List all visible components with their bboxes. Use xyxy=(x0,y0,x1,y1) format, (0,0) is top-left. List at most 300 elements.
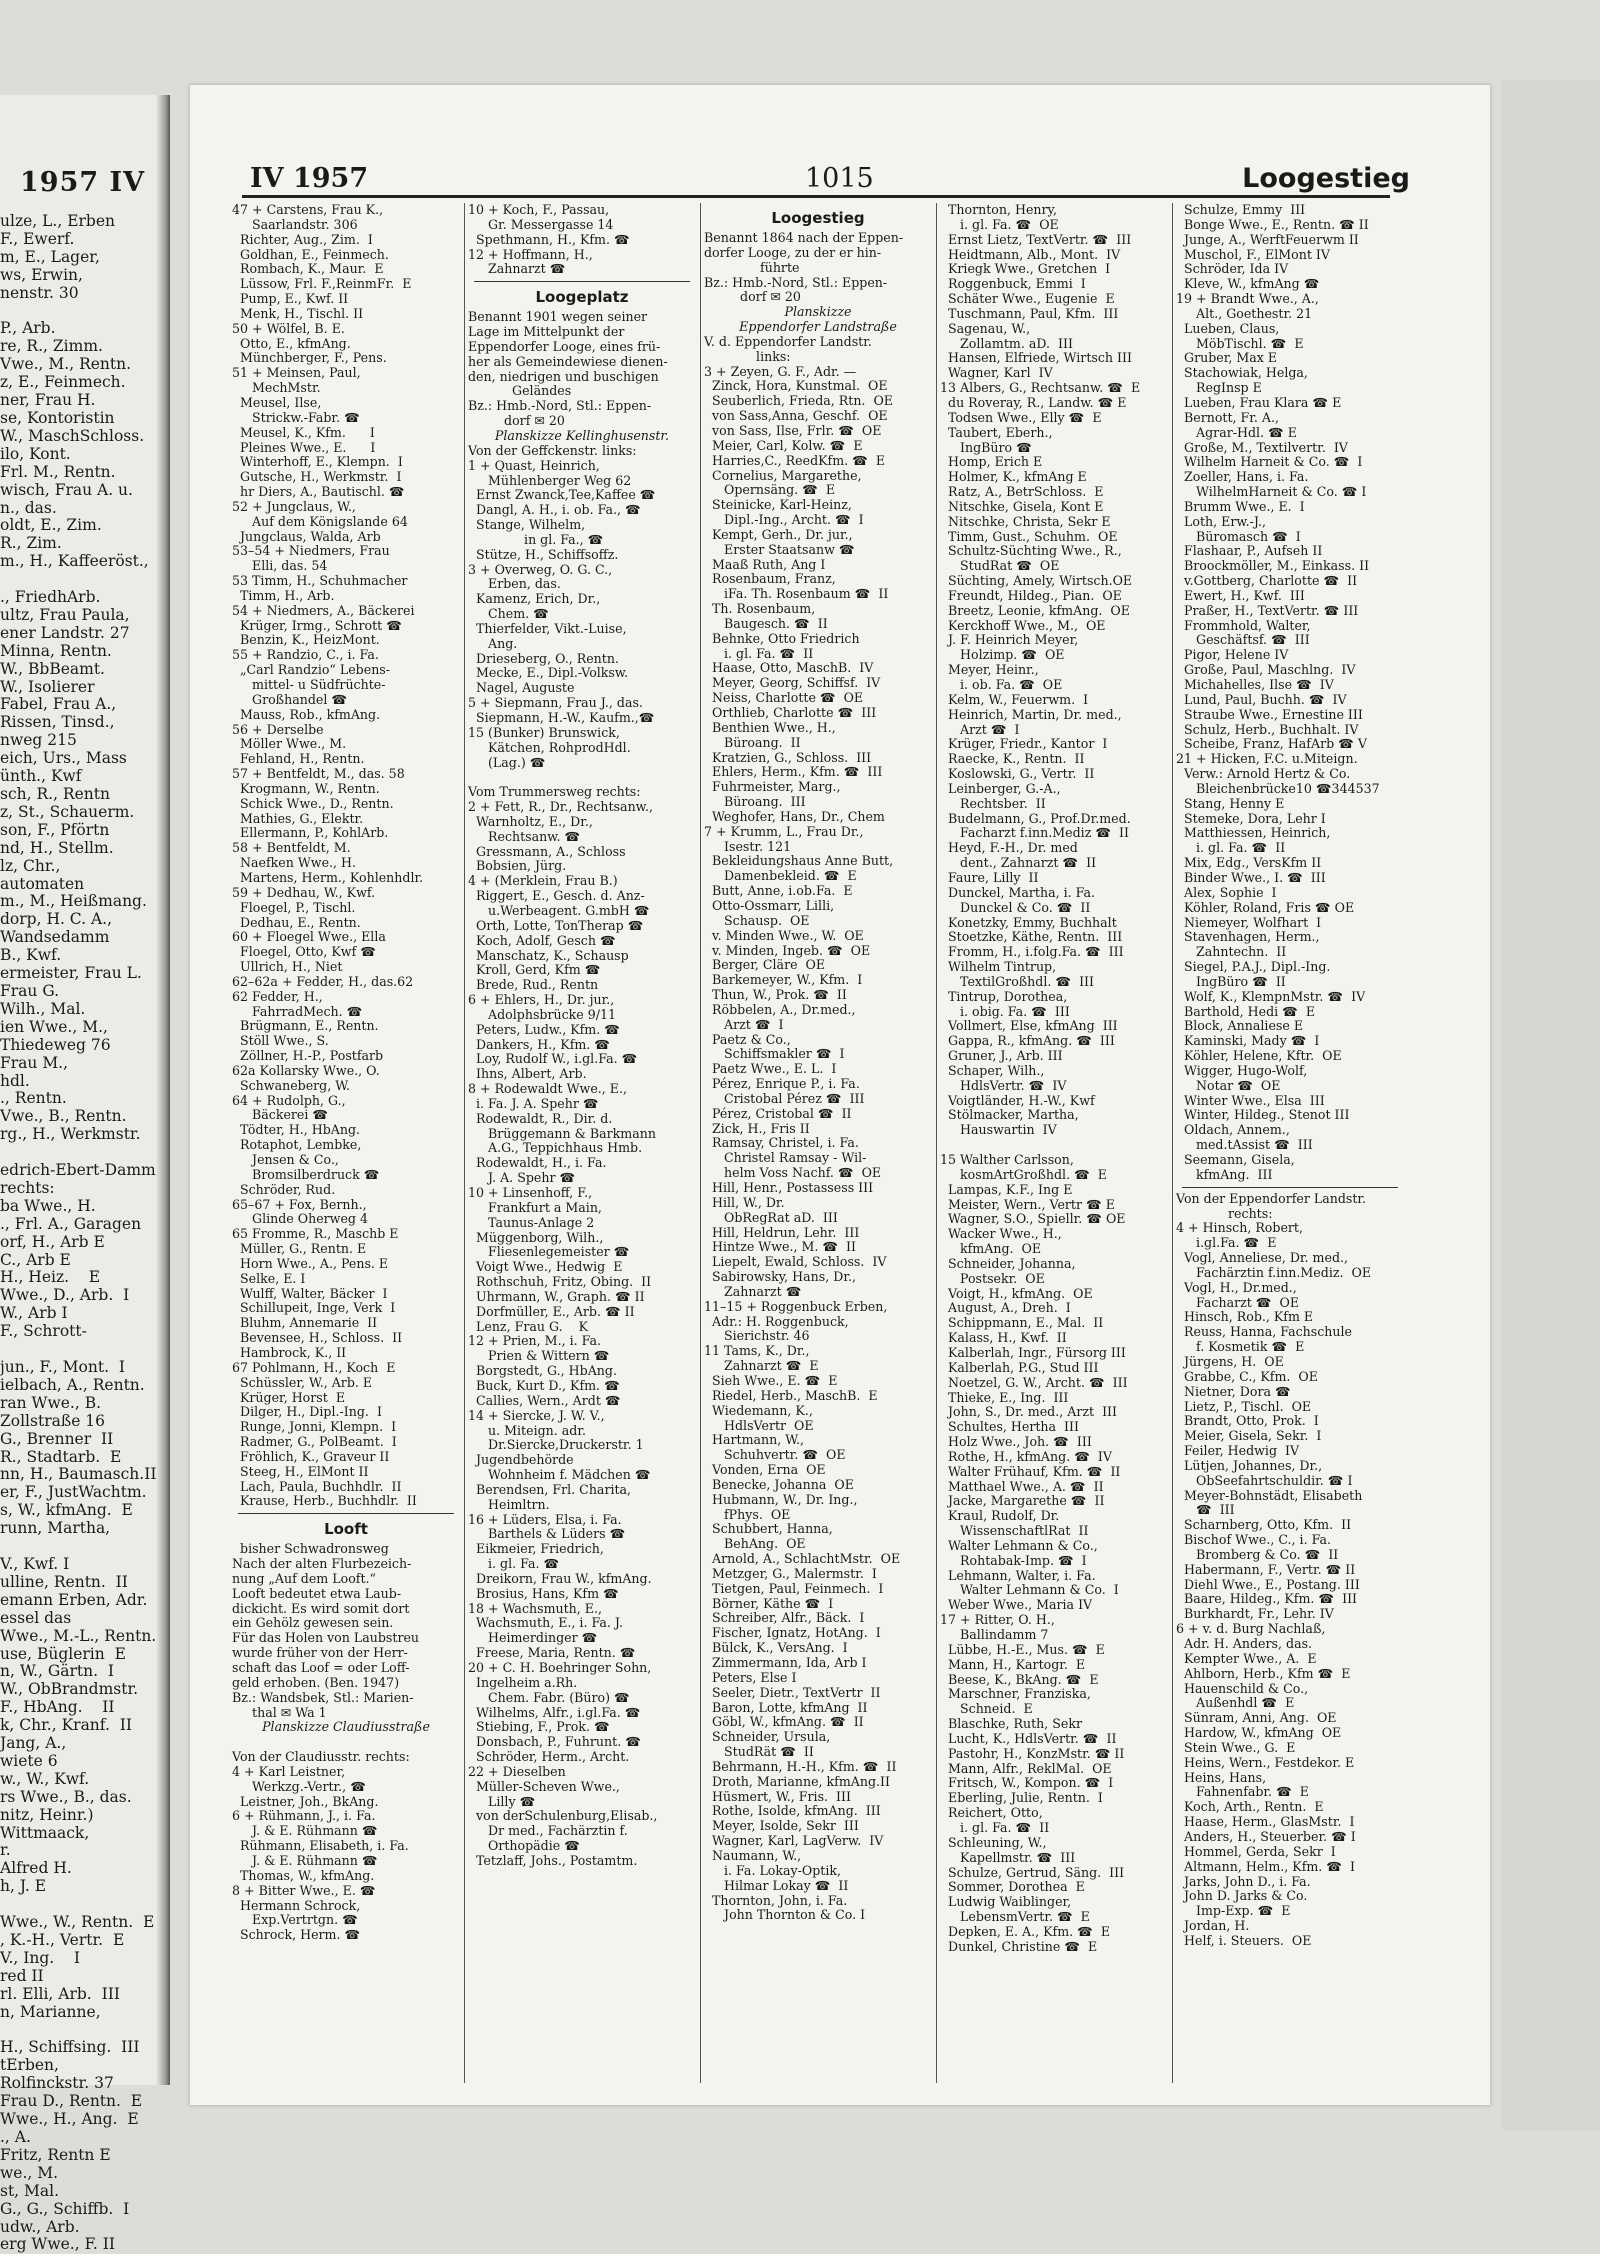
directory-entry: Facharzt ☎ OE xyxy=(1176,1294,1300,1310)
directory-entry: Müggenborg, Wilh., xyxy=(468,1229,604,1245)
directory-entry: Mathies, G., Elektr. xyxy=(232,810,364,826)
directory-entry: 55 + Randzio, C., i. Fa. xyxy=(232,647,379,663)
header-street-name: Loogestieg xyxy=(1242,163,1410,194)
directory-entry: 7 + Krumm, L., Frau Dr., xyxy=(704,823,864,839)
directory-entry: Adr. H. Anders, das. xyxy=(1176,1636,1313,1651)
page-number: 1015 xyxy=(805,163,874,194)
directory-entry: StudRat ☎ OE xyxy=(940,558,1060,574)
directory-entry: Meyer, Heinr., xyxy=(940,662,1039,678)
previous-page-line: n, Marianne, xyxy=(0,2002,101,2021)
directory-entry: Heimerdinger ☎ xyxy=(468,1630,598,1646)
directory-entry: Berendsen, Frl. Charita, xyxy=(468,1481,632,1497)
directory-entry: LebensmVertr. ☎ E xyxy=(940,1909,1090,1925)
previous-page-line: z, St., Schauerm. xyxy=(0,802,135,821)
previous-page-line: Vwe., B., Rentn. xyxy=(0,1107,127,1126)
directory-entry: Wilhelm Tintrup, xyxy=(940,959,1057,975)
previous-page-line xyxy=(0,1896,156,1914)
directory-entry: Stemeke, Dora, Lehr I xyxy=(1176,810,1326,826)
directory-entry: Th. Rosenbaum, xyxy=(704,601,816,617)
directory-entry: Ullrich, H., Niet xyxy=(232,959,343,975)
directory-entry: 1 + Quast, Heinrich, xyxy=(468,457,600,473)
directory-entry: Schäter Wwe., Eugenie E xyxy=(940,291,1115,307)
previous-page-line: nd, H., Stellm. xyxy=(0,838,114,857)
directory-entry: Riggert, E., Gesch. d. Anz- xyxy=(468,888,645,904)
directory-entry: Möller Wwe., M. xyxy=(232,736,347,752)
directory-entry: Wohnheim f. Mädchen ☎ xyxy=(468,1467,651,1483)
directory-entry: Sierichstr. 46 xyxy=(704,1328,810,1344)
directory-entry: Mix, Edg., VersKfm II xyxy=(1176,855,1322,871)
directory-entry: Behnke, Otto Friedrich xyxy=(704,630,860,646)
directory-entry: Thieke, E., Ing. III xyxy=(940,1389,1069,1405)
directory-entry: Thierfelder, Vikt.-Luise, xyxy=(468,620,627,636)
directory-entry: f. Kosmetik ☎ E xyxy=(1176,1339,1305,1355)
directory-entry: Pastohr, H., KonzMstr. ☎ II xyxy=(940,1745,1125,1761)
directory-entry: Orth, Lotte, TonTherap ☎ xyxy=(468,917,644,933)
directory-entry: Wiedemann, K., xyxy=(704,1402,813,1418)
directory-entry: Lilly ☎ xyxy=(468,1793,536,1809)
directory-entry: Ratz, A., BetrSchloss. E xyxy=(940,484,1104,500)
directory-entry: Koch, Adolf, Gesch ☎ xyxy=(468,932,616,948)
directory-entry: Walter Lehmann & Co. I xyxy=(940,1582,1119,1598)
directory-entry: Timm, H., Arb. xyxy=(232,587,335,603)
previous-page-line: runn, Martha, xyxy=(0,1519,111,1538)
directory-entry: Rotaphot, Lembke, xyxy=(232,1137,362,1153)
previous-page-line xyxy=(0,1144,156,1162)
directory-entry: Büroang. III xyxy=(704,794,806,810)
directory-entry: dorf ✉ 20 xyxy=(704,289,801,305)
directory-entry: Ehlers, Herm., Kfm. ☎ III xyxy=(704,764,883,780)
directory-entry: Sieh Wwe., E. ☎ E xyxy=(704,1372,838,1388)
previous-page-line: edrich-Ebert-Damm xyxy=(0,1161,156,1180)
directory-entry: Lenz, Frau G. K xyxy=(468,1318,588,1334)
directory-entry: Ewert, H., Kwf. III xyxy=(1176,587,1305,603)
directory-entry: Heinrich, Martin, Dr. med., xyxy=(940,706,1122,722)
previous-page-line: automaten xyxy=(0,874,85,893)
previous-page-line: emann Erben, Adr. xyxy=(0,1590,148,1609)
directory-entry: Niemeyer, Wolfhart I xyxy=(1176,914,1322,930)
previous-page-line: wiete 6 xyxy=(0,1751,58,1770)
directory-entry: Schneider, Johanna, xyxy=(940,1255,1076,1271)
previous-page-line: Wwe., D., Arb. I xyxy=(0,1286,130,1305)
directory-entry: Tödter, H., HbAng. xyxy=(232,1122,361,1138)
column-divider xyxy=(936,203,937,2083)
previous-page-line: jun., F., Mont. I xyxy=(0,1358,125,1376)
directory-entry: Schulze, Emmy III xyxy=(1176,202,1306,217)
directory-entry: Krüger, Friedr., Kantor I xyxy=(940,736,1108,752)
directory-entry: Schulze, Gertrud, Säng. III xyxy=(940,1864,1125,1880)
previous-page-line: W., Isolierer xyxy=(0,677,95,696)
previous-page-line: Alfred H. xyxy=(0,1859,72,1878)
directory-entry: Christel Ramsay - Wil- xyxy=(704,1150,867,1166)
directory-entry: Meyer-Bohnstädt, Elisabeth xyxy=(1176,1487,1363,1503)
directory-entry: 22 + Dieselben xyxy=(468,1763,566,1779)
previous-page-line: F., Schrott- xyxy=(0,1322,87,1341)
previous-page xyxy=(0,95,170,2254)
directory-entry: den, niedrigen und buschigen xyxy=(468,368,659,384)
previous-page-line: Wittmaack, xyxy=(0,1823,90,1842)
directory-entry: Schrock, Herm. ☎ xyxy=(232,1927,361,1943)
directory-entry: v. Minden Wwe., W. OE xyxy=(704,927,864,943)
directory-entry: Pump, E., Kwf. II xyxy=(232,291,349,307)
directory-entry: Ernst Zwanck,Tee,Kaffee ☎ xyxy=(468,487,656,503)
directory-entry: Michahelles, Ilse ☎ IV xyxy=(1176,677,1334,692)
directory-entry: Schultz-Süchting Wwe., R., xyxy=(940,543,1122,559)
previous-page-line: re, R., Zimm. xyxy=(0,337,103,356)
directory-entry: 12 + Hoffmann, H., xyxy=(468,246,593,262)
directory-entry: John Thornton & Co. I xyxy=(704,1907,866,1923)
previous-page-line: ulze, L., Erben xyxy=(0,212,116,230)
directory-entry: Bekleidungshaus Anne Butt, xyxy=(704,853,894,869)
directory-entry: Kempter Wwe., A. E xyxy=(1176,1650,1317,1666)
directory-entry: kosmArtGroßhdl. ☎ E xyxy=(940,1166,1107,1182)
previous-page-line: se, Kontoristin xyxy=(0,408,115,427)
directory-entry: Blaschke, Ruth, Sekr xyxy=(940,1716,1083,1732)
directory-entry: Kerckhoff Wwe., M., OE xyxy=(940,617,1106,633)
directory-entry: Buck, Kurt D., Kfm. ☎ xyxy=(468,1377,620,1393)
directory-entry: 2 + Fett, R., Dr., Rechtsanw., xyxy=(468,799,653,815)
directory-entry: Flashaar, P., Aufseh II xyxy=(1176,543,1323,559)
directory-entry: 50 + Wölfel, B. E. xyxy=(232,320,345,336)
directory-entry: Barthels & Lüders ☎ xyxy=(468,1526,626,1542)
directory-entry: Zahnarzt ☎ E xyxy=(704,1358,819,1374)
directory-entry: Arzt ☎ I xyxy=(940,721,1020,737)
directory-entry: Vogl, H., Dr.med., xyxy=(1176,1279,1297,1295)
directory-entry: Wilhelm Harneit & Co. ☎ I xyxy=(1176,454,1363,470)
directory-entry: Praßer, H., TextVertr. ☎ III xyxy=(1176,602,1359,618)
directory-entry: Gappa, R., kfmAng. ☎ III xyxy=(940,1033,1115,1049)
directory-entry: 52 + Jungclaus, W., xyxy=(232,498,356,514)
directory-entry: Hartmann, W., xyxy=(704,1432,805,1448)
directory-entry: Rechtsber. II xyxy=(940,795,1046,811)
directory-entry: i. obig. Fa. ☎ III xyxy=(940,1003,1070,1019)
directory-entry: Ang. xyxy=(468,635,518,651)
directory-entry: 19 + Brandt Wwe., A., xyxy=(1176,291,1319,307)
previous-page-line: hdl. xyxy=(0,1071,30,1090)
directory-entry: Hauswartin IV xyxy=(940,1122,1057,1138)
directory-entry: Timm, Gust., Schuhm. OE xyxy=(940,528,1118,544)
directory-entry: 62a Kollarsky Wwe., O. xyxy=(232,1062,380,1078)
directory-entry: Schwaneberg, W. xyxy=(232,1077,350,1093)
directory-entry: Meister, Wern., Vertr ☎ E xyxy=(940,1196,1115,1212)
directory-entry: Rothe, H., kfmAng. ☎ IV xyxy=(940,1448,1112,1464)
previous-page-line: nenstr. 30 xyxy=(0,283,79,302)
directory-entry: Wigger, Hugo-Wolf, xyxy=(1176,1062,1308,1078)
directory-entry: dent., Zahnarzt ☎ II xyxy=(940,855,1097,871)
directory-entry: Callies, Wern., Ardt ☎ xyxy=(468,1392,621,1408)
previous-page-line: G., G., Schiffb. I xyxy=(0,2199,130,2218)
directory-entry: Steinicke, Karl-Heinz, xyxy=(704,497,852,513)
directory-entry: Heimltrn. xyxy=(468,1496,550,1512)
previous-page-line: R., Zim. xyxy=(0,534,62,553)
directory-entry: Sagenau, W., xyxy=(940,320,1031,336)
column-2 xyxy=(468,203,696,2083)
directory-entry: Mauss, Rob., kfmAng. xyxy=(232,706,381,722)
directory-entry: Frommhold, Walter, xyxy=(1176,617,1311,633)
previous-page-line: ba Wwe., H. xyxy=(0,1196,96,1215)
directory-entry: Nitschke, Gisela, Kont E xyxy=(940,498,1104,514)
previous-page-line: wisch, Frau A. u. xyxy=(0,480,133,499)
directory-entry: Floegel, Otto, Kwf ☎ xyxy=(232,944,376,960)
directory-entry: Rodewaldt, H., i. Fa. xyxy=(468,1155,607,1171)
directory-entry: Schuhvertr. ☎ OE xyxy=(704,1447,846,1463)
directory-entry: Schreiber, Alfr., Bäck. I xyxy=(704,1610,865,1626)
directory-entry: Schüssler, W., Arb. E xyxy=(232,1374,373,1390)
directory-entry: 16 + Lüders, Elsa, i. Fa. xyxy=(468,1511,622,1527)
directory-entry: her als Gemeindewiese dienen- xyxy=(468,353,668,369)
directory-entry: Meusel, K., Kfm. I xyxy=(232,424,375,440)
directory-entry: Schleuning, W., xyxy=(940,1834,1047,1850)
directory-entry: Schneider, Ursula, xyxy=(704,1729,831,1745)
directory-entry: Vogl, Anneliese, Dr. med., xyxy=(1176,1250,1349,1266)
directory-entry: RegInsp E xyxy=(1176,380,1262,396)
directory-entry: Diehl Wwe., E., Postang. III xyxy=(1176,1576,1360,1592)
directory-entry: Hüsmert, W., Fris. III xyxy=(704,1788,851,1804)
directory-entry: Vonden, Erna OE xyxy=(704,1462,826,1478)
directory-entry: Meusel, Ilse, xyxy=(232,394,322,410)
previous-page-line: R., Stadtarb. E xyxy=(0,1447,122,1466)
directory-entry: Saarlandstr. 306 xyxy=(232,216,358,232)
header-volume-year: IV 1957 xyxy=(250,163,369,194)
directory-entry: Eppendorfer Looge, eines frü- xyxy=(468,338,661,354)
previous-page-line: V., Kwf. I xyxy=(0,1554,70,1573)
directory-entry: Strickw.-Fabr. ☎ xyxy=(232,409,360,425)
previous-page-line: Frau D., Rentn. E xyxy=(0,2092,143,2111)
previous-page-line xyxy=(0,571,156,589)
directory-entry: Müller, G., Rentn. E xyxy=(232,1241,367,1257)
column-5 xyxy=(1176,203,1404,2083)
directory-entry: Adr.: H. Roggenbuck, xyxy=(704,1313,849,1329)
directory-entry: Kaminski, Mady ☎ I xyxy=(1176,1033,1320,1049)
directory-entry: geld erhoben. (Ben. 1947) xyxy=(232,1674,400,1690)
directory-entry: Spethmann, H., Kfm. ☎ xyxy=(468,231,630,247)
previous-page-line: rs Wwe., B., das. xyxy=(0,1787,132,1806)
directory-entry: Pérez, Cristobal ☎ II xyxy=(704,1105,852,1121)
previous-page-line: we., M. xyxy=(0,2163,59,2182)
directory-entry: Todsen Wwe., Elly ☎ E xyxy=(940,409,1102,425)
directory-entry: Weber Wwe., Maria IV xyxy=(940,1597,1093,1613)
directory-entry: Bülck, K., VersAng. I xyxy=(704,1640,848,1656)
previous-page-line: k, Chr., Kranf. II xyxy=(0,1716,132,1735)
directory-entry: Isestr. 121 xyxy=(704,838,792,854)
previous-page-line: Wwe., H., Ang. E xyxy=(0,2110,139,2129)
directory-entry: Kalberlah, P.G., Stud III xyxy=(940,1359,1099,1375)
directory-entry: helm Voss Nachf. ☎ OE xyxy=(704,1165,882,1181)
directory-entry: Schulz, Herb., Buchhalt. IV xyxy=(1176,721,1359,737)
previous-page-line: ien Wwe., M., xyxy=(0,1017,108,1036)
directory-entry: Benecke, Johanna OE xyxy=(704,1476,854,1492)
directory-entry: Büromasch ☎ I xyxy=(1176,528,1301,544)
previous-page-line: nitz, Heinr.) xyxy=(0,1805,94,1824)
street-heading: Looft xyxy=(324,1520,368,1539)
directory-entry: Chem. Fabr. (Büro) ☎ xyxy=(468,1689,630,1705)
directory-entry: HdlsVertr OE xyxy=(704,1417,814,1433)
directory-entry: med.tAssist ☎ III xyxy=(1176,1137,1313,1153)
previous-page-line: orf, H., Arb E xyxy=(0,1232,105,1251)
directory-entry: Ingelheim a.Rh. xyxy=(468,1674,578,1690)
directory-entry: 6 + Rühmann, J., i. Fa. xyxy=(232,1808,376,1824)
directory-entry: Sommer, Dorothea E xyxy=(940,1879,1085,1895)
directory-entry: Nagel, Auguste xyxy=(468,680,575,696)
directory-entry: A.G., Teppichhaus Hmb. xyxy=(468,1140,643,1156)
directory-entry: Gruner, J., Arb. III xyxy=(940,1048,1063,1064)
directory-entry: Seemann, Gisela, xyxy=(1176,1152,1295,1167)
directory-entry xyxy=(468,770,696,785)
directory-entry: Gressmann, A., Schloss xyxy=(468,843,626,859)
directory-entry: Meyer, Georg, Schiffsf. IV xyxy=(704,675,881,691)
directory-entry: bisher Schwadronsweg xyxy=(232,1541,389,1557)
directory-entry: thal ✉ Wa 1 xyxy=(232,1704,327,1720)
previous-page-line: rg., H., Werkmstr. xyxy=(0,1125,141,1144)
directory-entry: Stoetzke, Käthe, Rentn. III xyxy=(940,929,1123,945)
previous-page-header: 1957 IV xyxy=(20,167,146,198)
previous-page-line: sch, R., Rentn xyxy=(0,785,110,803)
directory-entry: Zoeller, Hans, i. Fa. xyxy=(1176,469,1309,485)
previous-page-line: P., Arb. xyxy=(0,319,56,338)
directory-entry: Heins, Wern., Festdekor. E xyxy=(1176,1754,1355,1770)
section-rule xyxy=(474,281,690,282)
previous-page-line: B., Kwf. xyxy=(0,946,62,965)
directory-entry: Lübbe, H.-E., Mus. ☎ E xyxy=(940,1641,1105,1657)
directory-entry: Bz.: Wandsbek, Stl.: Marien- xyxy=(232,1689,414,1705)
previous-page-line: Frau G. xyxy=(0,981,60,1000)
directory-entry: Vollmert, Else, kfmAng III xyxy=(940,1018,1118,1034)
directory-entry: Cornelius, Margarethe, xyxy=(704,467,862,483)
directory-entry: 11–15 + Roggenbuck Erben, xyxy=(704,1298,888,1314)
directory-entry: Lietz, P., Tischl. OE xyxy=(1176,1398,1312,1414)
directory-entry: Goldhan, E., Feinmech. xyxy=(232,246,389,262)
directory-entry: Notar ☎ OE xyxy=(1176,1077,1281,1093)
directory-entry: Bromsilberdruck ☎ xyxy=(232,1166,380,1182)
directory-entry: Meier, Gisela, Sekr. I xyxy=(1176,1428,1322,1444)
directory-entry: Binder Wwe., I. ☎ III xyxy=(1176,869,1326,885)
directory-entry: Schaper, Wilh., xyxy=(940,1062,1045,1078)
directory-entry: Rosenbaum, Franz, xyxy=(704,571,836,587)
previous-page-line: H., Schiffsing. III xyxy=(0,2038,140,2057)
directory-entry: Adolphsbrücke 9/11 xyxy=(468,1006,617,1022)
directory-entry: Stütze, H., Schiffsoffz. xyxy=(468,546,619,562)
directory-entry: Kalass, H., Kwf. II xyxy=(940,1330,1067,1346)
previous-page-line: nweg 215 xyxy=(0,731,77,750)
directory-entry: 4 + Hinsch, Robert, xyxy=(1176,1220,1303,1236)
previous-page-line xyxy=(0,303,156,321)
previous-page-line: eich, Urs., Mass xyxy=(0,749,127,768)
directory-entry: Alt., Goethestr. 21 xyxy=(1176,305,1313,321)
directory-entry: 15 (Bunker) Brunswick, xyxy=(468,724,620,740)
directory-entry: dickicht. Es wird somit dort xyxy=(232,1600,410,1616)
directory-entry: Eberling, Julie, Rentn. I xyxy=(940,1790,1103,1806)
directory-entry: Siepmann, H.-W., Kaufm.,☎ xyxy=(468,710,655,725)
previous-page-line: ener Landstr. 27 xyxy=(0,623,130,642)
directory-entry: August, A., Dreh. I xyxy=(940,1300,1071,1316)
directory-entry: Floegel, P., Tischl. xyxy=(232,899,356,915)
directory-entry: Rohtabak-Imp. ☎ I xyxy=(940,1552,1087,1568)
directory-entry: „Carl Randzio“ Lebens- xyxy=(232,662,391,678)
directory-entry: Helf, i. Steuers. OE xyxy=(1176,1932,1312,1948)
directory-entry: Jacke, Margarethe ☎ II xyxy=(940,1493,1105,1509)
directory-entry: Hansen, Elfriede, Wirtsch III xyxy=(940,350,1132,366)
directory-entry: WilhelmHarneit & Co. ☎ I xyxy=(1176,484,1367,500)
directory-entry: Noetzel, G. W., Archt. ☎ III xyxy=(940,1374,1128,1390)
plan-sketch-note: Planskizze Kellinghusenstr. xyxy=(494,427,670,443)
directory-entry: ObRegRat aD. III xyxy=(704,1209,838,1225)
previous-page-line: dorp, H. C. A., xyxy=(0,910,113,929)
directory-entry: Krüger, Irmg., Schrott ☎ xyxy=(232,617,402,633)
directory-entry: Nach der alten Flurbezeich- xyxy=(232,1556,412,1572)
directory-entry: Rechtsanw. ☎ xyxy=(468,828,581,844)
directory-entry: rechts: xyxy=(1176,1205,1273,1221)
directory-entry: Außenhdl ☎ E xyxy=(1176,1695,1295,1711)
directory-entry: Block, Annaliese E xyxy=(1176,1018,1304,1034)
directory-entry: Frankfurt a Main, xyxy=(468,1199,602,1215)
directory-entry: 65–67 + Fox, Bernh., xyxy=(232,1196,367,1212)
directory-entry: i.gl.Fa. ☎ E xyxy=(1176,1235,1277,1251)
directory-entry: Drieseberg, O., Rentn. xyxy=(468,650,619,666)
directory-entry: Große, M., Textilvertr. IV xyxy=(1176,439,1348,455)
directory-entry: Voigt, H., kfmAng. OE xyxy=(940,1285,1093,1301)
directory-entry: Auf dem Königslande 64 xyxy=(232,513,408,529)
directory-entry: Glinde Oherweg 4 xyxy=(232,1211,368,1227)
street-heading: Loogeplatz xyxy=(535,288,629,307)
directory-entry: Schubbert, Hanna, xyxy=(704,1521,833,1537)
directory-entry: IngBüro ☎ II xyxy=(1176,973,1286,989)
directory-entry: Schick Wwe., D., Rentn. xyxy=(232,795,394,811)
directory-entry: Schausp. OE xyxy=(704,912,810,928)
previous-page-line: lz, Chr., xyxy=(0,856,61,875)
directory-entry: Steeg, H., ElMont II xyxy=(232,1463,369,1479)
directory-entry: 3 + Overweg, O. G. C., xyxy=(468,561,613,577)
previous-page-line: Fritz, Rentn E xyxy=(0,2145,111,2164)
directory-entry: Stölmacker, Martha, xyxy=(940,1107,1079,1123)
directory-entry: Loy, Rudolf W., i.gl.Fa. ☎ xyxy=(468,1051,638,1067)
directory-entry: Sabirowsky, Hans, Dr., xyxy=(704,1269,856,1285)
directory-entry: Fischer, Ignatz, HotAng. I xyxy=(704,1625,881,1641)
directory-entry: 3 + Zeyen, G. F., Adr. — xyxy=(704,363,857,379)
directory-entry: Homp, Erich E xyxy=(940,454,1043,470)
directory-entry: Kempt, Gerh., Dr. jur., xyxy=(704,526,853,542)
directory-entry: Matthiessen, Heinrich, xyxy=(1176,825,1331,841)
directory-entry: 65 Fromme, R., Maschb E xyxy=(232,1226,399,1242)
directory-entry: Ludwig Waiblinger, xyxy=(940,1894,1072,1910)
directory-entry: Eikmeier, Friedrich, xyxy=(468,1541,604,1557)
plan-sketch-note: Eppendorfer Landstraße xyxy=(739,319,897,335)
previous-page-line: erg Wwe., F. II xyxy=(0,2235,116,2254)
directory-entry: Tetzlaff, Johs., Postamtm. xyxy=(468,1852,638,1868)
directory-entry: Anders, H., Steuerber. ☎ I xyxy=(1176,1828,1356,1844)
directory-entry: Peters, Ludw., Kfm. ☎ xyxy=(468,1021,620,1037)
directory-entry: 4 + Karl Leistner, xyxy=(232,1763,346,1779)
directory-entry: 6 + Ehlers, H., Dr. jur., xyxy=(468,992,615,1008)
previous-page-line: ner, Frau H. xyxy=(0,391,96,410)
directory-entry: Broockmöller, M., Einkass. II xyxy=(1176,558,1370,574)
directory-entry: Fritsch, W., Kompon. ☎ I xyxy=(940,1775,1114,1791)
directory-entry: Burkhardt, Fr., Lehr. IV xyxy=(1176,1606,1334,1622)
directory-entry: Martens, Herm., Kohlenhdlr. xyxy=(232,869,424,885)
directory-entry: Dankers, H., Kfm. ☎ xyxy=(468,1036,610,1052)
directory-entry: Rothschuh, Fritz, Obing. II xyxy=(468,1274,652,1290)
directory-entry: in gl. Fa., ☎ xyxy=(468,531,604,547)
previous-page-line: m., M., Heißmang. xyxy=(0,892,147,911)
directory-entry: Stiebing, F., Prok. ☎ xyxy=(468,1719,610,1735)
directory-entry: Fliesenlegemeister ☎ xyxy=(468,1244,630,1260)
directory-entry: Wulff, Walter, Bäcker I xyxy=(232,1285,388,1301)
directory-entry: Ernst Lietz, TextVertr. ☎ III xyxy=(940,231,1132,247)
directory-entry: Liepelt, Ewald, Schloss. IV xyxy=(704,1254,887,1270)
previous-page-line: ., FriedhArb. xyxy=(0,588,101,607)
directory-entry: Hilmar Lokay ☎ II xyxy=(704,1877,849,1893)
directory-entry xyxy=(940,1138,1168,1153)
directory-entry: von Sass, Ilse, Frlr. ☎ OE xyxy=(704,422,882,438)
directory-entry: Dipl.-Ing., Archt. ☎ I xyxy=(704,512,864,528)
